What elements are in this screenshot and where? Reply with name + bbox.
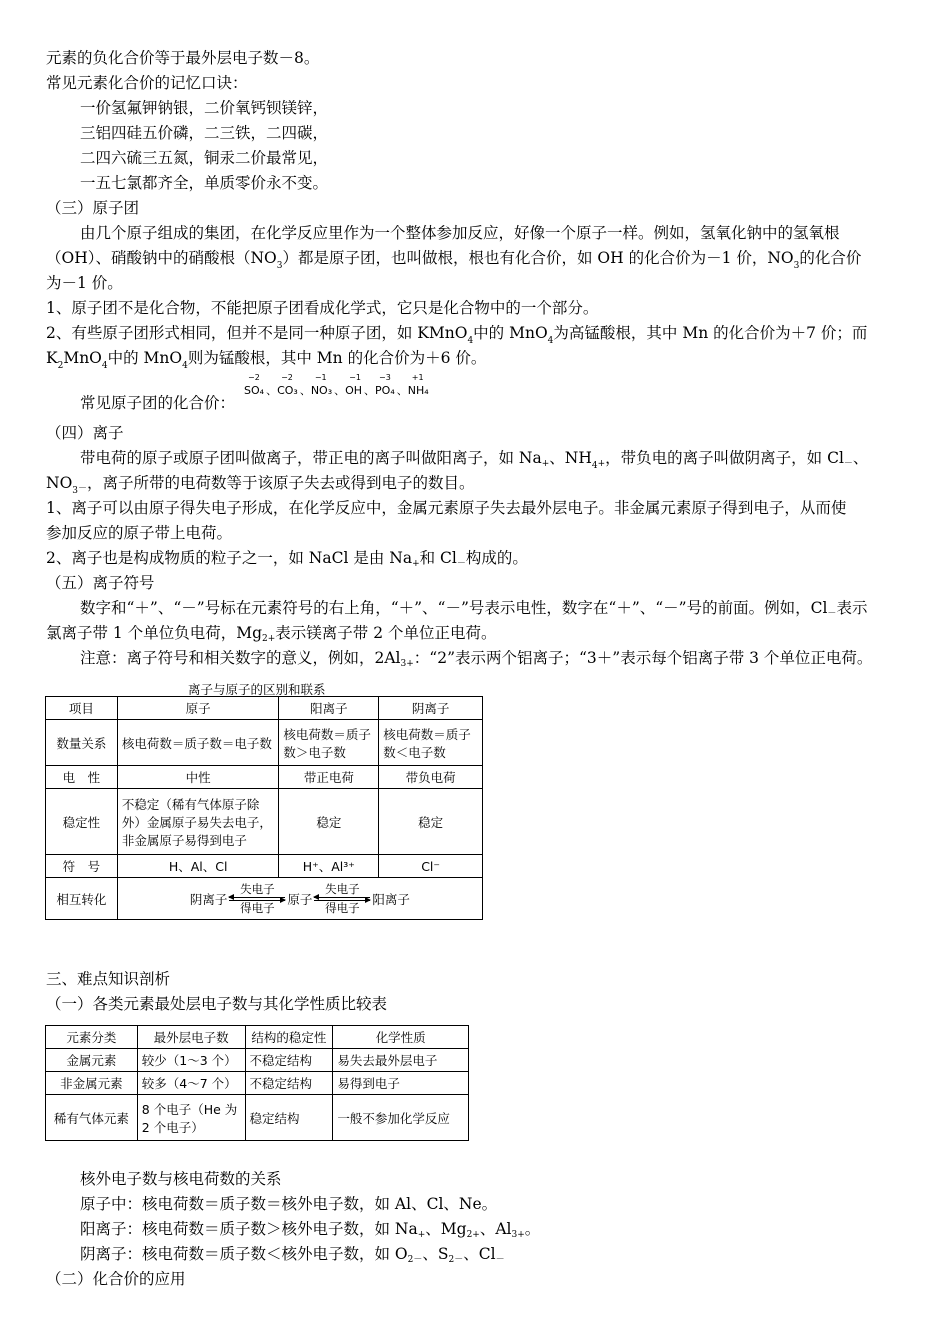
section-heading: （三）原子团 [46,199,140,217]
conversion-diagram [117,878,482,920]
ion-charge: −3 [379,373,391,382]
table-cell: 核电荷数＝质子数＜电子数 [379,720,483,766]
paragraph-line: 参加反应的原子带上电荷。 [46,524,233,542]
ion-charge: +1 [411,373,424,382]
ion-group-list [244,374,431,398]
ion-group [407,373,429,397]
paragraph-line: 1、离子可以由原子得失电子形成，在化学反应中，金属元素原子失去最外层电子。非金属元素原子得到电子，从而使 [46,499,847,517]
paragraph-line: 2、离子也是构成物质的粒子之一，如 NaCl 是由 Na+和 Cl－构成的。 [46,549,528,569]
ion-formula: SO₄ [244,384,265,397]
section-heading: （四）离子 [46,424,124,442]
paragraph-line: $K_2MnO_4$中的 MnO$_4$则为锰酸根，其中 Mn 的化合价为＋6 价。 [46,349,487,371]
table-cell: 较少（1～3 个） [137,1049,245,1072]
table-caption: 离子与原子的区别和联系 [188,682,326,697]
table-header: 元素分类 [46,1026,138,1049]
table-cell: 易失去最外层电子 [333,1049,469,1072]
ion-separator: 、 [334,384,346,397]
ion-group-label: 常见原子团的化合价： [80,394,236,412]
ion-group [244,373,265,397]
table-cell: 带负电荷 [379,766,483,789]
table-header: 阴离子 [379,697,483,720]
ion-formula: PO₄ [375,384,395,397]
table-cell: 8 个电子（He 为 2 个电子） [137,1095,245,1141]
mnemonic-line: 二四六硫三五氮，铜汞二价最常见， [80,149,329,167]
ion-atom-table [45,696,483,920]
table-cell: 核电荷数＝质子数＝电子数 [117,720,279,766]
table-cell: 金属元素 [46,1049,138,1072]
section-heading: （二）化合价的应用 [46,1270,186,1288]
table-cell: 易得到电子 [333,1072,469,1095]
text-line: 原子中：核电荷数＝质子数＝核外电子数，如 Al、Cl、Ne。 [80,1195,498,1213]
table-cell: 数量关系 [46,720,118,766]
table-header: 结构的稳定性 [245,1026,333,1049]
mnemonic-line: 一五七氯都齐全，单质零价永不变。 [80,174,329,192]
text-line: 元素的负化合价等于最外层电子数－8。 [46,49,320,67]
text-line: 阴离子：核电荷数＝质子数＜核外电子数，如 $O^{2-}$、$S^{2-}$、Cl－ [80,1245,505,1265]
table-cell: 不稳定结构 [245,1072,333,1095]
section-heading: （五）离子符号 [46,574,155,592]
ion-group [310,373,333,397]
table-cell: 不稳定（稀有气体原子除外）金属原子易失去电子，非金属原子易得到电子 [117,789,279,855]
paragraph-line: $NO_3^-$，离子所带的电荷数等于该原子失去或得到电子的数目。 [46,474,475,496]
double-arrow: 失电子 得电子 [314,883,370,915]
ion-formula: CO₃ [277,384,298,397]
table-cell: H、Al、Cl [117,855,279,878]
table-cell: 核电荷数＝质子数＞电子数 [279,720,379,766]
mnemonic-line: 三铝四硅五价磷，二三铁，二四碳， [80,124,329,142]
paragraph-line: （OH）、硝酸钠中的硝酸根$(NO_3)$都是原子团，也叫做根，根也有化合价，如 OH 的化合价为－1 价，$NO_3$的化合价 [46,249,862,271]
ion-separator: 、 [299,384,311,397]
section-heading: 三、难点知识剖析 [46,970,171,988]
element-property-table [45,1025,469,1141]
ion-charge: −1 [349,373,361,382]
ion-group [375,373,395,397]
table-header: 原子 [117,697,279,720]
paragraph-line: 1、原子团不是化合物，不能把原子团看成化学式，它只是化合物中的一个部分。 [46,299,599,317]
table-header: 最外层电子数 [137,1026,245,1049]
ion-formula: OH [345,384,363,397]
table-cell: 相互转化 [46,878,118,920]
table-header: 阳离子 [279,697,379,720]
text-line: 核外电子数与核电荷数的关系 [80,1170,282,1188]
double-arrow: 失电子 得电子 [229,883,285,915]
table-cell: 较多（4～7 个） [137,1072,245,1095]
ion-separator: 、 [396,384,408,397]
ion-group [345,373,363,397]
table-cell: 电 性 [46,766,118,789]
paragraph-line: 氯离子带 1 个单位负电荷，$Mg^{2+}$表示镁离子带 2 个单位正电荷。 [46,624,497,644]
table-cell: 带正电荷 [279,766,379,789]
ion-charge: −2 [248,373,260,382]
table-cell: 稳定 [379,789,483,855]
ion-formula: NH₄ [407,384,429,397]
table-header: 项目 [46,697,118,720]
paragraph-line: 带电荷的原子或原子团叫做离子，带正电的离子叫做阳离子，如 Na+、$NH_4^+$，带负电的离子叫做阴离子，如 Cl－、 [80,449,869,471]
atom-label: 原子 [287,891,313,907]
text-line: 阳离子：核电荷数＝质子数＞核外电子数，如 Na+、$Mg^{2+}$、$Al^{3+}$。 [80,1220,541,1240]
table-cell: 一般不参加化学反应 [333,1095,469,1141]
table-header: 化学性质 [333,1026,469,1049]
ion-group [277,373,298,397]
cation-label: 阳离子 [372,891,410,907]
ion-separator: 、 [266,384,278,397]
table-cell: 稳定性 [46,789,118,855]
ion-charge: −1 [314,373,327,382]
mnemonic-line: 一价氢氟钾钠银，二价氧钙钡镁锌， [80,99,329,117]
table-cell: 非金属元素 [46,1072,138,1095]
table-cell: 中性 [117,766,279,789]
table-cell: 稳定 [279,789,379,855]
ion-formula: NO₃ [310,384,333,397]
table-cell: H⁺、Al³⁺ [279,855,379,878]
table-cell: 稳定结构 [245,1095,333,1141]
paragraph-line: 2、有些原子团形式相同，但并不是同一种原子团，如 KMnO$_4$中的 MnO$_4$为高锰酸根，其中 Mn 的化合价为＋7 价；而 [46,324,868,346]
paragraph-line: 由几个原子组成的集团，在化学反应里作为一个整体参加反应，好像一个原子一样。例如，氢氧化钠中的氢氧根 [80,224,840,242]
anion-label: 阴离子 [189,891,228,907]
section-heading: （一）各类元素最处层电子数与其化学性质比较表 [46,995,388,1013]
table-cell: 稀有气体元素 [46,1095,138,1141]
paragraph-line: 数字和“＋”、“－”号标在元素符号的右上角，“＋”、“－”号表示电性，数字在“＋”、“－”号的前面。例如，Cl－表示 [80,599,868,619]
ion-separator: 、 [364,384,376,397]
table-cell: 符 号 [46,855,118,878]
text-line: 常见元素化合价的记忆口诀： [46,74,248,92]
table-cell: Cl⁻ [379,855,483,878]
paragraph-line: 为－1 价。 [46,274,123,292]
ion-charge: −2 [281,373,293,382]
table-cell: 不稳定结构 [245,1049,333,1072]
paragraph-line: 注意：离子符号和相关数字的意义，例如，$2Al^{3+}$：“2”表示两个铝离子；“3＋”表示每个铝离子带 3 个单位正电荷。 [80,649,873,669]
